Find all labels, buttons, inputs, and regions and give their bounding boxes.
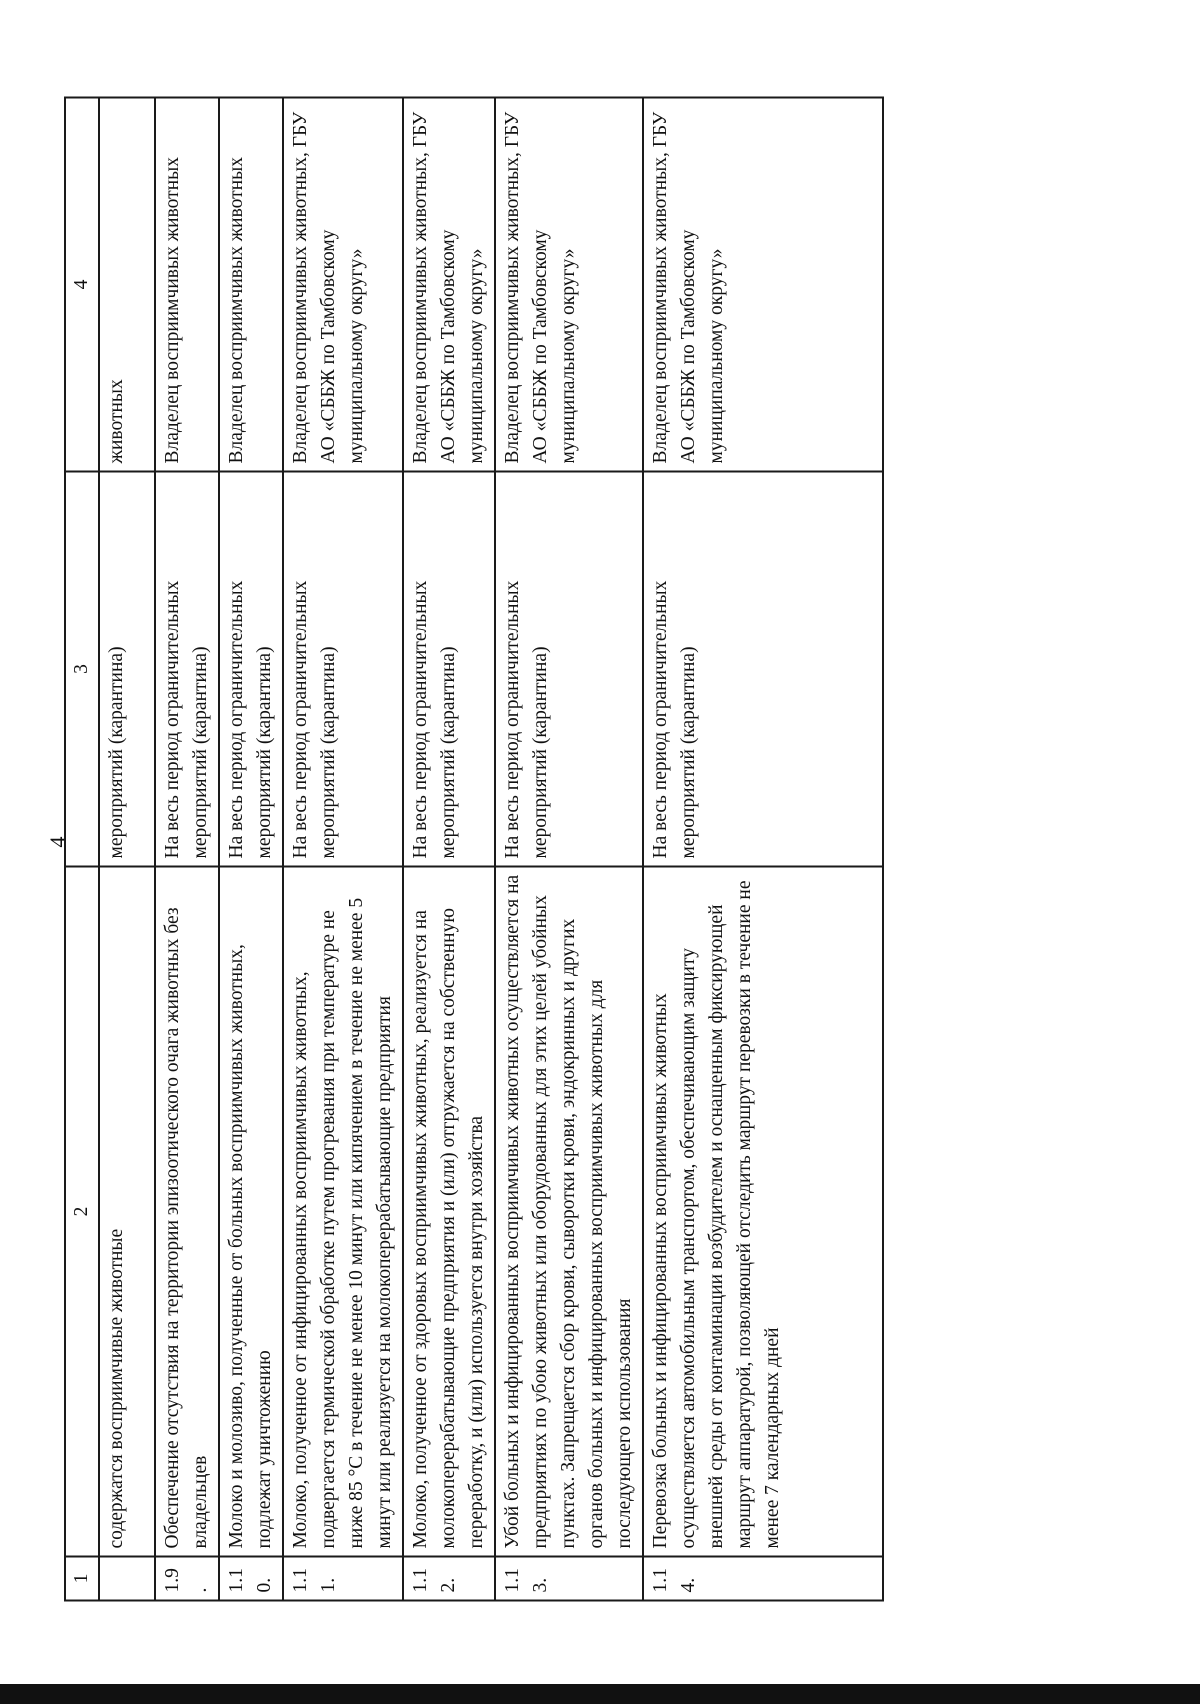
row-responsible: Владелец восприимчивых животных, ГБУ АО «СББЖ по Тамбовскому муниципальному округу»: [495, 98, 643, 472]
row-measure: содержатся восприимчивые животные: [99, 867, 155, 1557]
row-period: На весь период ограничительных мероприятий (карантина): [219, 472, 283, 867]
row-number: 1.11.: [283, 1557, 403, 1601]
table-row: [643, 98, 883, 1601]
table-header-row: [65, 98, 99, 1601]
row-responsible: животных: [99, 98, 155, 472]
row-period: На весь период ограничительных мероприятий (карантина): [643, 472, 883, 867]
row-number: 1.14.: [643, 1557, 883, 1601]
row-number: 1.12.: [403, 1557, 495, 1601]
page-number: 4: [45, 836, 70, 848]
row-measure: Молоко и молозиво, полученные от больных восприимчивых животных, подлежат уничтожению: [219, 867, 283, 1557]
table-row: [155, 98, 219, 1601]
header-col-3: 3: [65, 472, 99, 867]
table-row: [283, 98, 403, 1601]
table-row: [403, 98, 495, 1601]
row-number: 1.13.: [495, 1557, 643, 1601]
table-row: [99, 98, 155, 1601]
rotated-table-container: [64, 99, 1136, 1602]
row-measure: Перевозка больных и инфицированных восприимчивых животных осуществляется автомобильным транспортом, обеспечивающим защиту внешней среды от контаминации возбудителем и оснащенным фиксирующей маршрут аппаратурой, позволяющей отследить маршрут перевозки в течение не менее 7 календарных дней: [643, 867, 883, 1557]
row-responsible: Владелец восприимчивых животных: [219, 98, 283, 472]
row-responsible: Владелец восприимчивых животных: [155, 98, 219, 472]
row-number: 1.9.: [155, 1557, 219, 1601]
row-measure: Убой больных и инфицированных восприимчивых животных осуществляется на предприятиях по убою животных или оборудованных для этих целей убойных пунктах. Запрещается сбор крови, сыворотки крови, эндокринных и других органов больных и инфицированных восприимчивых животных для последующего использования: [495, 867, 643, 1557]
row-measure: Молоко, полученное от инфицированных восприимчивых животных, подвергается термической обработке путем прогревания при температуре не ниже 85 °С в течение не менее 10 минут или кипячением в течение не менее 5 минут или реализуется на молокоперерабатывающие предприятия: [283, 867, 403, 1557]
row-measure: Молоко, полученное от здоровых восприимчивых животных, реализуется на молокоперерабатывающие предприятия и (или) отгружается на собственную переработку, и (или) используется внутри хозяйства: [403, 867, 495, 1557]
row-period: На весь период ограничительных мероприятий (карантина): [155, 472, 219, 867]
row-period: На весь период ограничительных мероприятий (карантина): [403, 472, 495, 867]
row-number: [99, 1557, 155, 1601]
row-period: На весь период ограничительных мероприятий (карантина): [495, 472, 643, 867]
row-responsible: Владелец восприимчивых животных, ГБУ АО «СББЖ по Тамбовскому муниципальному округу»: [403, 98, 495, 472]
row-responsible: Владелец восприимчивых животных, ГБУ АО «СББЖ по Тамбовскому муниципальному округу»: [643, 98, 883, 472]
header-col-1: 1: [65, 1557, 99, 1601]
measures-table: [64, 97, 884, 1602]
header-col-4: 4: [65, 98, 99, 472]
table-row: [495, 98, 643, 1601]
row-number: 1.10.: [219, 1557, 283, 1601]
scan-edge-bar: [0, 1684, 1200, 1704]
row-period: На весь период ограничительных мероприятий (карантина): [283, 472, 403, 867]
row-responsible: Владелец восприимчивых животных, ГБУ АО «СББЖ по Тамбовскому муниципальному округу»: [283, 98, 403, 472]
row-period: мероприятий (карантина): [99, 472, 155, 867]
header-col-2: 2: [65, 867, 99, 1557]
table-row: [219, 98, 283, 1601]
row-measure: Обеспечение отсутствия на территории эпизоотического очага животных без владельцев: [155, 867, 219, 1557]
